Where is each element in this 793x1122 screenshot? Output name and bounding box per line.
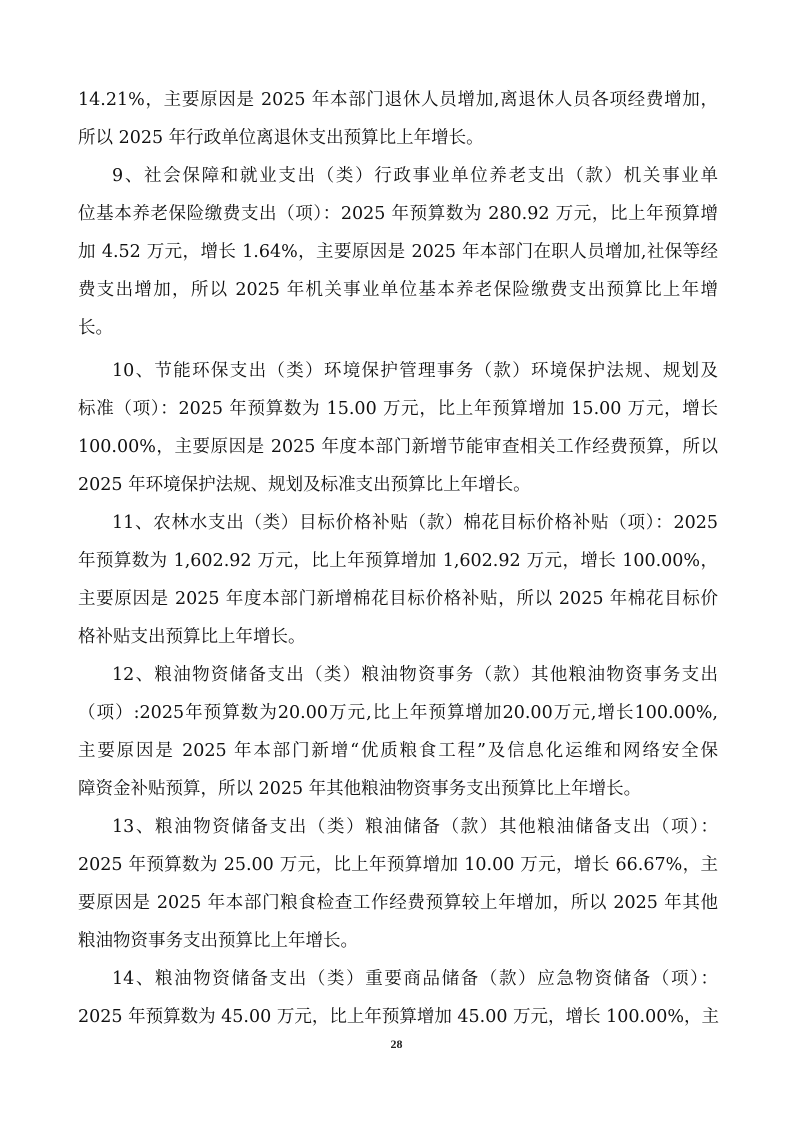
body-text-line: 加 4.52 万元，增长 1.64%，主要原因是 2025 年本部门在职人员增加,社保等经 [78,242,718,262]
body-text-line: 标准（项）：2025 年预算数为 15.00 万元，比上年预算增加 15.00 万元，增长 [78,399,718,419]
body-text-line: 要原因是 2025 年本部门粮食检查工作经费预算较上年增加，所以 2025 年其他 [78,893,718,913]
paragraph-heading-line: 13、粮油物资储备支出（类）粮油储备（款）其他粮油储备支出（项）： [112,817,718,837]
body-text-line: （项）:2025年预算数为20.00万元,比上年预算增加20.00万元,增长100.00%, [78,703,718,723]
body-text-line: 位基本养老保险缴费支出（项）：2025 年预算数为 280.92 万元，比上年预算增 [78,204,718,224]
body-text-line: 粮油物资事务支出预算比上年增长。 [78,931,358,951]
page-number: 28 [390,1037,403,1051]
body-text-line: 2025 年预算数为 45.00 万元，比上年预算增加 45.00 万元，增长 100.00%，主 [78,1007,719,1027]
body-text-line: 所以 2025 年行政单位离退休支出预算比上年增长。 [78,128,484,148]
paragraph-heading-line: 12、粮油物资储备支出（类）粮油物资事务（款）其他粮油物资事务支出 [112,665,718,685]
body-text-line: 主要原因是 2025 年本部门新增“优质粮食工程”及信息化运维和网络安全保 [78,741,718,761]
body-text-line: 2025 年预算数为 25.00 万元，比上年预算增加 10.00 万元，增长 66.67%，主 [78,855,718,875]
paragraph-heading-line: 14、粮油物资储备支出（类）重要商品储备（款）应急物资储备（项）： [112,969,718,989]
paragraph-heading-line: 10、节能环保支出（类）环境保护管理事务（款）环境保护法规、规划及 [112,361,718,381]
body-text-line: 14.21%，主要原因是 2025 年本部门退休人员增加,离退休人员各项经费增加， [78,90,718,110]
body-text-line: 障资金补贴预算，所以 2025 年其他粮油物资事务支出预算比上年增长。 [78,779,642,799]
paragraph-heading-line: 11、农林水支出（类）目标价格补贴（款）棉花目标价格补贴（项）：2025 [112,513,718,533]
body-text-line: 年预算数为 1,602.92 万元，比上年预算增加 1,602.92 万元，增长 100.00%， [78,551,718,571]
body-text-line: 2025 年环境保护法规、规划及标准支出预算比上年增长。 [78,475,531,495]
body-text-line: 长。 [78,318,113,338]
body-text-line: 格补贴支出预算比上年增长。 [78,627,306,647]
body-text-line: 100.00%，主要原因是 2025 年度本部门新增节能审查相关工作经费预算，所以 [78,437,718,457]
body-text-line: 费支出增加，所以 2025 年机关事业单位基本养老保险缴费支出预算比上年增 [78,280,718,300]
paragraph-heading-line: 9、社会保障和就业支出（类）行政事业单位养老支出（款）机关事业单 [112,166,718,186]
body-text-line: 主要原因是 2025 年度本部门新增棉花目标价格补贴，所以 2025 年棉花目标价 [78,589,718,609]
